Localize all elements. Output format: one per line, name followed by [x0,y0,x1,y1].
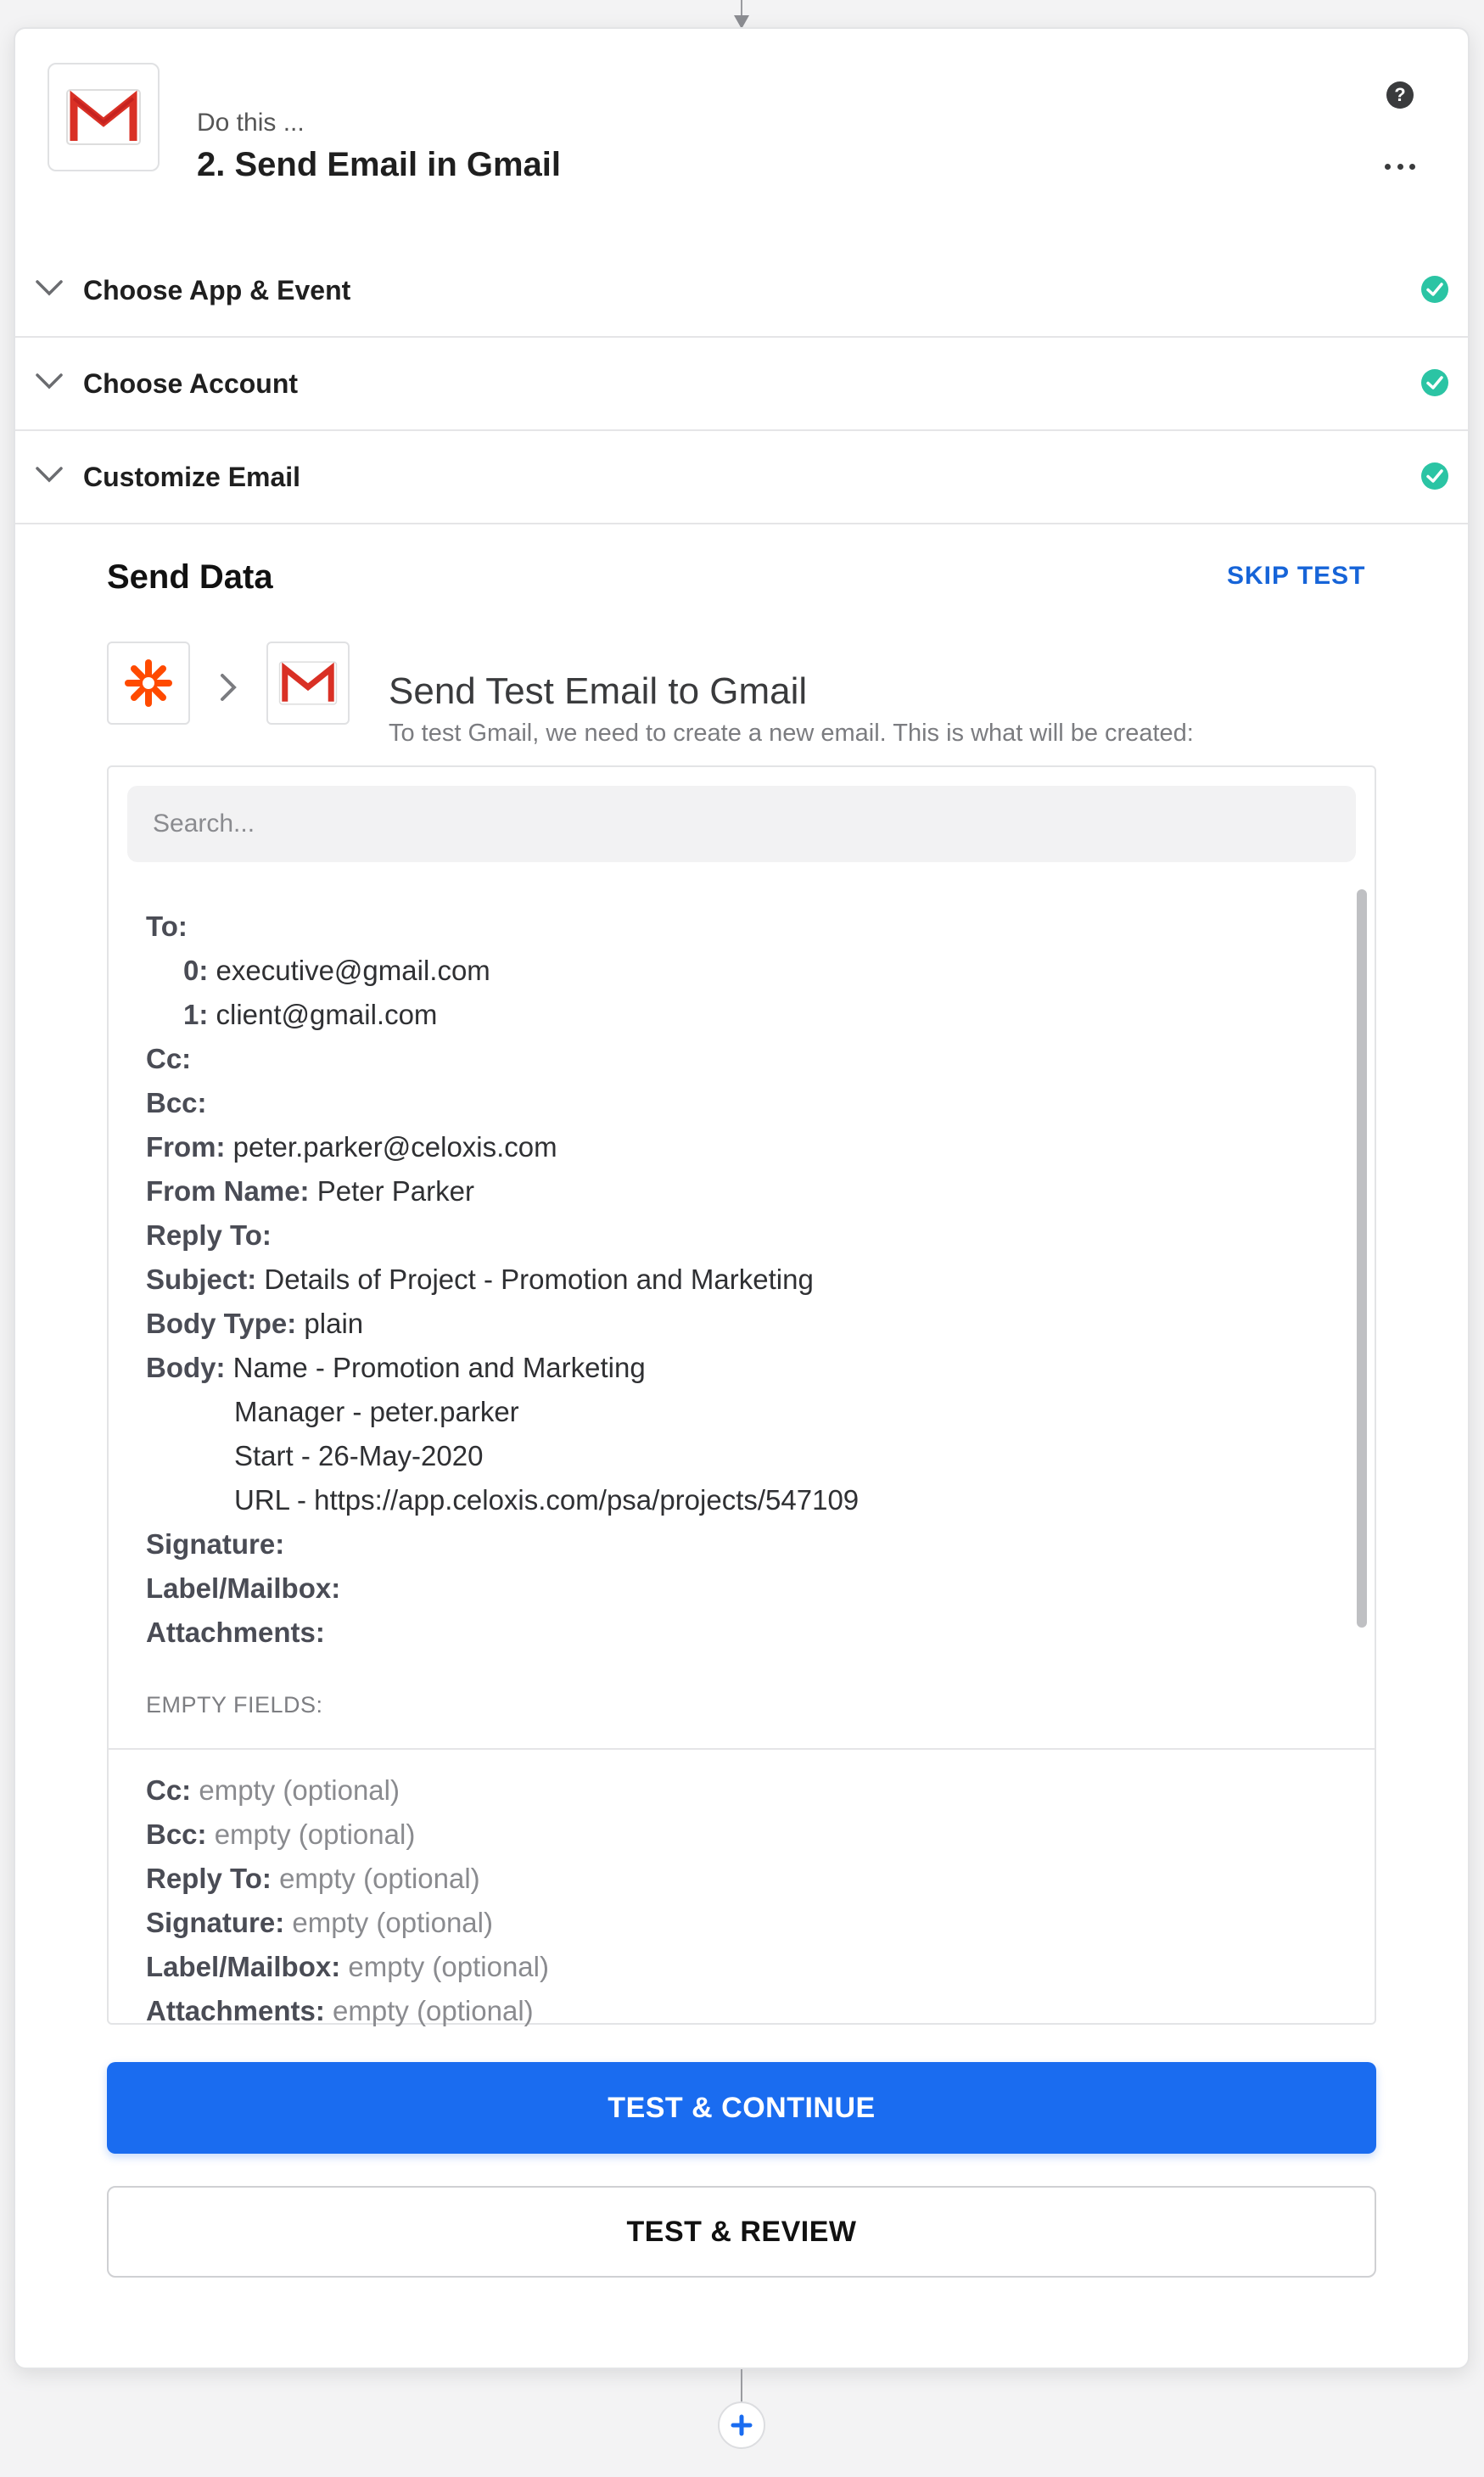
field-value: Peter Parker [316,1175,474,1207]
test-data-panel [107,765,1376,2025]
gmail-icon [48,63,160,171]
test-title: Send Test Email to Gmail [389,670,808,712]
field-label: Attachments: [146,1995,325,2026]
check-circle-icon [1420,275,1449,304]
more-dot [1385,164,1391,170]
field-body [146,1346,646,1390]
field-label: Body: [146,1352,226,1383]
field-value: Name - Promotion and Marketing [232,1352,646,1383]
chevron-down-icon [34,370,64,392]
test-continue-button[interactable]: TEST & CONTINUE [107,2062,1376,2154]
step-customize-email[interactable] [15,431,1468,524]
field-label: Label/Mailbox: [146,1572,341,1604]
chevron-right-icon [216,670,241,704]
search-input[interactable] [127,786,1356,862]
field-label: Bcc: [146,1087,207,1118]
field-label: To: [146,911,188,942]
empty-field-item [146,1901,493,1945]
bottom-connector-line [741,2369,742,2403]
field-cc [146,1037,191,1081]
field-value: client@gmail.com [216,999,438,1030]
empty-field-item [146,1857,480,1901]
empty-field-item [146,1813,415,1857]
empty-field-item [146,1989,534,2033]
field-value: empty (optional) [333,1995,534,2026]
field-label: Body Type: [146,1308,297,1339]
field-value: executive@gmail.com [216,955,490,986]
field-value: plain [304,1308,364,1339]
field-reply-to [146,1213,272,1258]
field-label: Signature: [146,1907,285,1938]
field-bcc [146,1081,207,1125]
field-label: Subject: [146,1264,257,1295]
field-value: empty (optional) [348,1951,549,1982]
field-label: Bcc: [146,1819,207,1850]
empty-field-item [146,1768,400,1813]
field-from-name [146,1169,474,1213]
field-label: Label/Mailbox: [146,1951,341,1982]
field-label-mailbox [146,1566,340,1611]
empty-fields-heading: EMPTY FIELDS: [146,1692,323,1718]
step-header [15,29,1468,233]
field-index: 0: [183,955,209,986]
field-label: Cc: [146,1774,192,1806]
step-label: Choose App & Event [83,275,351,305]
field-body-line: Manager - peter.parker [234,1396,519,1427]
field-label: From: [146,1131,226,1163]
field-label: Reply To: [146,1863,272,1894]
field-body-line: Start - 26-May-2020 [234,1440,484,1471]
step-type-label: Do this ... [197,109,305,137]
action-step-card [14,27,1470,2369]
field-label: Cc: [146,1043,192,1074]
field-from [146,1125,557,1169]
field-value: empty (optional) [279,1863,480,1894]
more-dot [1409,164,1415,170]
field-label: Signature: [146,1528,285,1560]
field-to-item [183,993,437,1037]
step-label: Customize Email [83,462,301,492]
step-choose-app-event[interactable] [15,244,1468,338]
check-circle-icon [1420,368,1449,397]
help-icon[interactable]: ? [1386,81,1414,109]
more-dot [1397,164,1403,170]
field-index: 1: [183,999,209,1030]
test-review-button[interactable]: TEST & REVIEW [107,2186,1376,2278]
empty-field-item [146,1945,549,1989]
field-body-line: URL - https://app.celoxis.com/psa/projects/547109 [234,1484,860,1516]
field-label: From Name: [146,1175,310,1207]
field-label: Attachments: [146,1617,325,1648]
field-value: empty (optional) [292,1907,493,1938]
zapier-icon [107,642,190,725]
chevron-down-icon [34,277,64,299]
divider [109,1748,1375,1750]
field-value: empty (optional) [199,1774,400,1806]
plus-icon[interactable] [718,2401,765,2449]
check-circle-icon [1420,462,1449,490]
field-label: Reply To: [146,1219,272,1251]
field-to [146,905,188,949]
skip-test-button[interactable]: SKIP TEST [1227,562,1366,590]
send-data-title: Send Data [107,558,273,596]
more-icon[interactable] [1385,161,1415,171]
field-body-type [146,1302,363,1346]
field-attachments [146,1611,325,1655]
field-value: Details of Project - Promotion and Marketing [264,1264,814,1295]
gmail-icon [266,642,350,725]
field-subject [146,1258,814,1302]
scrollbar-thumb[interactable] [1357,889,1367,1628]
field-value: peter.parker@celoxis.com [232,1131,557,1163]
chevron-down-icon [34,463,64,485]
step-label: Choose Account [83,368,299,399]
field-to-item [183,949,490,993]
field-signature [146,1522,284,1566]
test-description: To test Gmail, we need to create a new email. This is what will be created: [389,720,1194,747]
step-title[interactable]: 2. Send Email in Gmail [197,146,562,183]
step-choose-account[interactable] [15,338,1468,431]
field-value: empty (optional) [214,1819,416,1850]
